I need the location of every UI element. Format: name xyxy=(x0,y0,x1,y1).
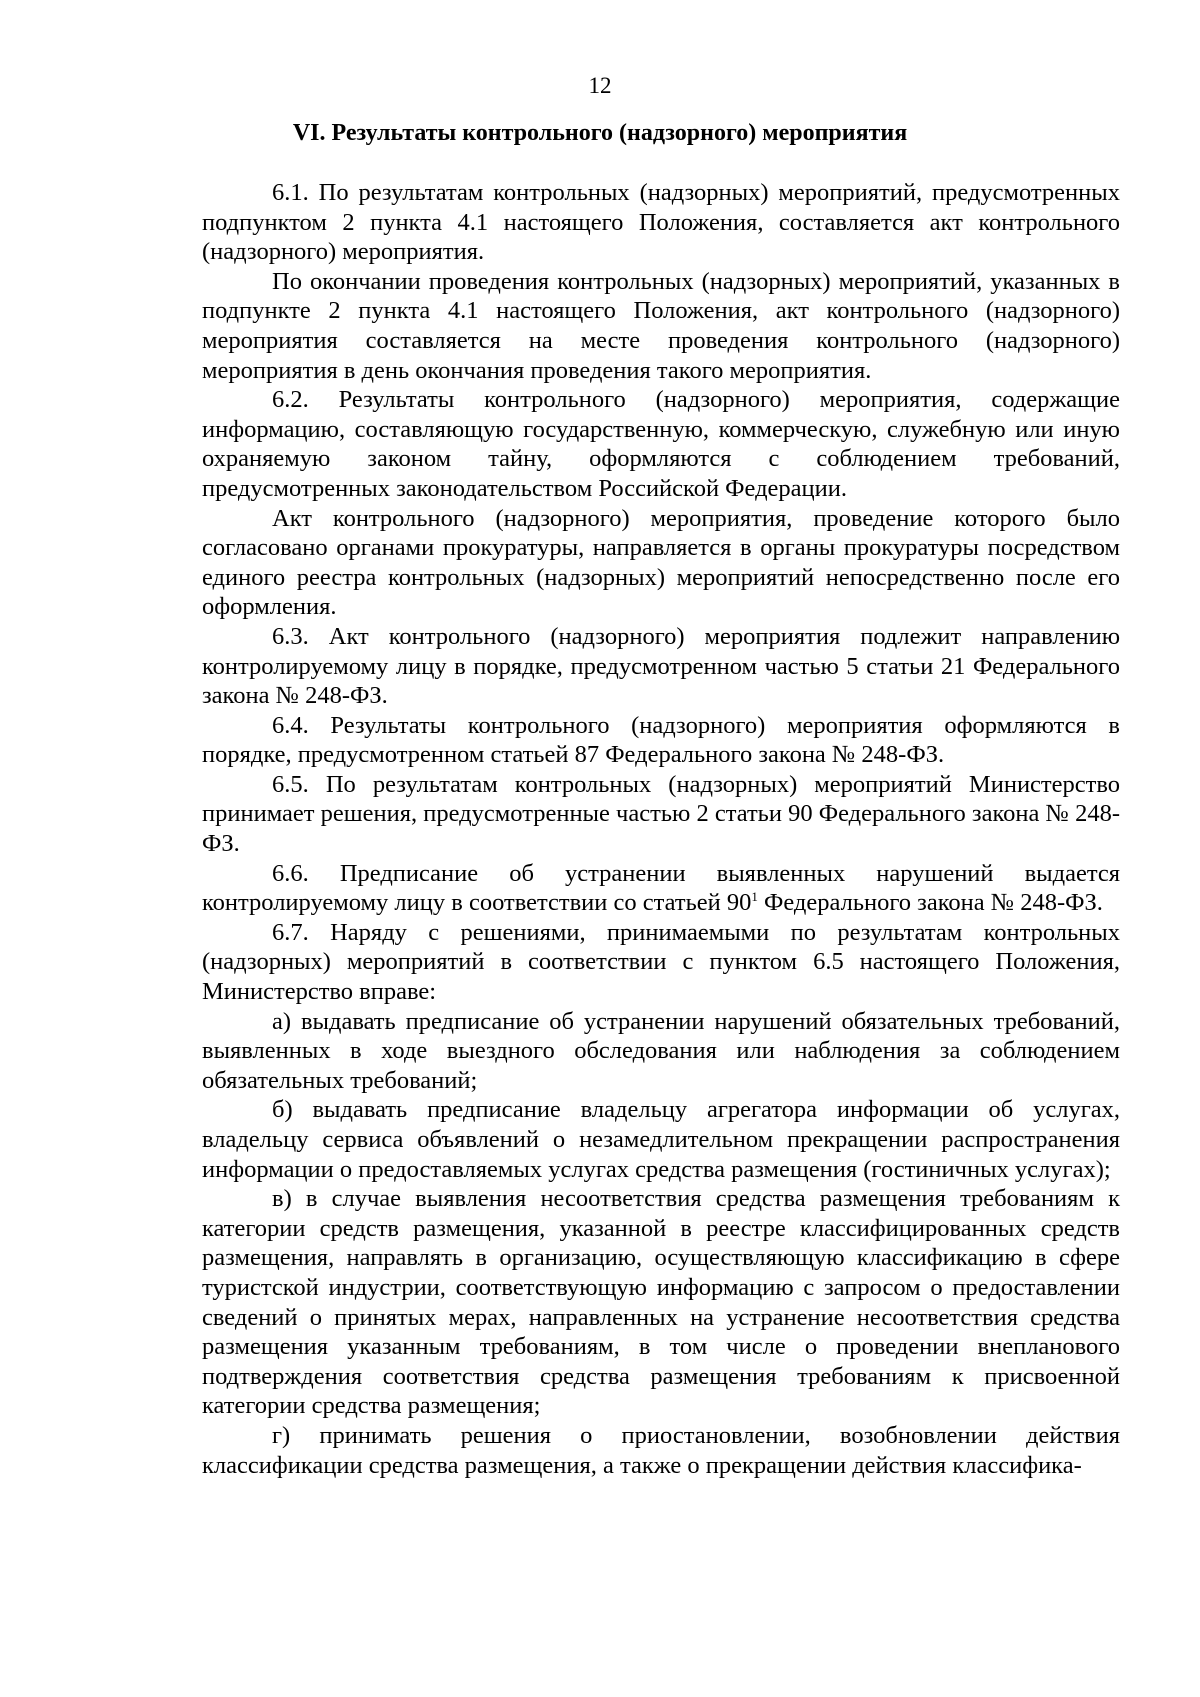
body-text xyxy=(202,178,1120,1480)
paragraph-6-5: 6.5. По результатам контрольных (надзорных) мероприятий Министерство принимает решения, предусмотренные частью 2 статьи 90 Федерального закона № 248-ФЗ. xyxy=(202,770,1120,858)
paragraph-6-6-text: 6.6. Предписание об устранении выявленных нарушений выдается контролируемому лицу в соответствии со статьей 90 xyxy=(202,859,1120,917)
list-item-g: г) принимать решения о приостановлении, возобновлении действия классификации средства размещения, а также о прекращении действия классифика- xyxy=(202,1421,1120,1479)
paragraph-6-2: 6.2. Результаты контрольного (надзорного) мероприятия, содержащие информацию, составляющую государственную, коммерческую, служебную или иную охраняемую законом тайну, оформляются с соблюдением требований, предусмотренных законодательством Российской Федерации. xyxy=(202,386,1120,502)
paragraph-6-1: 6.1. По результатам контрольных (надзорных) мероприятий, предусмотренных подпунктом 2 пункта 4.1 настоящего Положения, составляется акт контрольного (надзорного) мероприятия. xyxy=(202,179,1120,266)
list-item-v: в) в случае выявления несоответствия средства размещения требованиям к категории средств размещения, указанной в реестре классифицированных средств размещения, направлять в организацию, осуществляющую классификацию в сфере туристской индустрии, соответствующую информацию с запросом о предоставлении сведений о принятых мерах, направленных на устранение несоответствия средства размещения указанным требованиям, в том числе о проведении внепланового подтверждения соответствия средства размещения требованиям к присвоенной категории средства размещения; xyxy=(202,1185,1120,1420)
list-item-b: б) выдавать предписание владельцу агрегатора информации об услугах, владельцу сервиса объявлений о незамедлительном прекращении распространения информации о предоставляемых услугах средства размещения (гостиничных услугах); xyxy=(202,1096,1120,1183)
paragraph-6-6-text-end: Федерального закона № 248-ФЗ. xyxy=(757,889,1103,917)
paragraph-6-2-continued: Акт контрольного (надзорного) мероприятия, проведение которого было согласовано органами прокуратуры, направляется в органы прокуратуры посредством единого реестра контрольных (надзорных) мероприятий непосредственно после его оформления. xyxy=(202,504,1120,621)
paragraph-6-6 xyxy=(202,859,1120,918)
superscript-note: 1 xyxy=(751,889,758,905)
section-heading: VI. Результаты контрольного (надзорного) мероприятия xyxy=(292,120,908,146)
paragraph-6-4: 6.4. Результаты контрольного (надзорного) мероприятия оформляются в порядке, предусмотренном статьей 87 Федерального закона № 248-ФЗ. xyxy=(202,711,1120,769)
page-number: 12 xyxy=(588,73,612,98)
paragraph-6-7: 6.7. Наряду с решениями, принимаемыми по результатам контрольных (надзорных) мероприятий в соответствии с пунктом 6.5 настоящего Положения, Министерство вправе: xyxy=(202,918,1120,1006)
paragraph-6-3: 6.3. Акт контрольного (надзорного) мероприятия подлежит направлению контролируемому лицу в порядке, предусмотренном частью 5 статьи 21 Федерального закона № 248-ФЗ. xyxy=(202,622,1120,710)
paragraph-6-1-continued: По окончании проведения контрольных (надзорных) мероприятий, указанных в подпункте 2 пункта 4.1 настоящего Положения, акт контрольного (надзорного) мероприятия составляется на месте проведения контрольного (надзорного) мероприятия в день окончания проведения такого мероприятия. xyxy=(202,267,1120,384)
list-item-a: а) выдавать предписание об устранении нарушений обязательных требований, выявленных в ходе выездного обследования или наблюдения за соблюдением обязательных требований; xyxy=(202,1007,1120,1094)
